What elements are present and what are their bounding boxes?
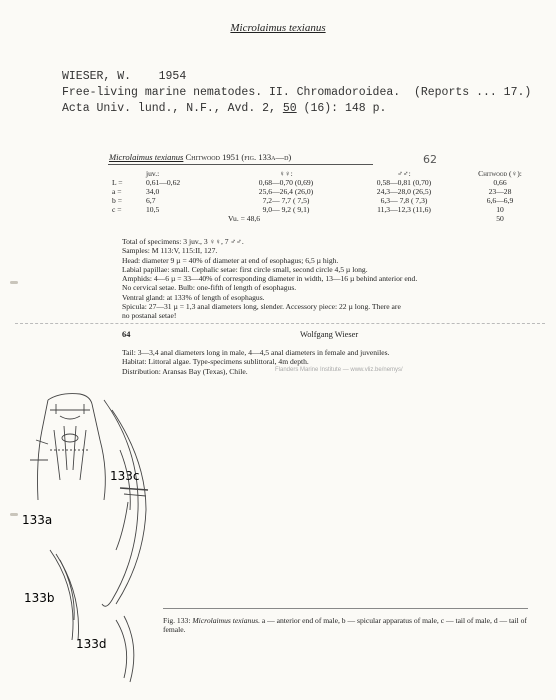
cell-juv: 10,5 (146, 205, 160, 214)
handwritten-number: 62 (423, 153, 437, 166)
page-number: 64 (122, 330, 131, 339)
cell-vulva: Vu. = 48,6 (228, 214, 261, 223)
note-line: No cervical setae. Bulb: one-fifth of length of esophagus. (122, 283, 297, 293)
table-row (110, 196, 542, 205)
nematode-figure-illustration (20, 390, 240, 690)
row-label: c = (112, 205, 122, 214)
description-notes (122, 237, 522, 321)
measurements-table (110, 169, 542, 223)
cell-juv (144, 214, 222, 223)
punch-hole (10, 281, 18, 284)
species-name: Microlaimus texianus (109, 152, 184, 162)
cut-line (15, 323, 545, 324)
excerpt-header (109, 152, 291, 162)
column-males: ♂♂: (397, 169, 411, 178)
cell-males: 0,58—0,81 (0,70) (376, 178, 432, 187)
table-row (110, 214, 542, 223)
column-chitwood: Chitwood (♀): (478, 169, 522, 178)
reference-author: WIESER, W. (62, 70, 132, 83)
cell-juv: 6,7 (146, 196, 156, 205)
caption-species: Microlaimus texianus. (192, 616, 260, 625)
fig-label-a: 133a (22, 513, 53, 527)
fig-label-c: 133c (110, 469, 140, 483)
table-row (110, 205, 542, 214)
cell-males: 24,3—28,0 (26,5) (376, 187, 432, 196)
watermark: Flanders Marine Institute — www.vliz.be/nemys/ (275, 367, 403, 373)
column-females: ♀♀: (279, 169, 293, 178)
row-label: b = (112, 196, 122, 205)
cell-chitwood: 23—28 (488, 187, 512, 196)
column-juv: juv.: (146, 169, 160, 178)
reference-line-2: Free-living marine nematodes. II. Chromadoroidea. (Reports ... 17.) (62, 86, 532, 99)
running-head: Wolfgang Wieser (300, 330, 359, 339)
note-line: Ventral gland: at 133% of length of esophagus. (122, 292, 265, 302)
note-line: Total of specimens: 3 juv., 3 ♀♀, 7 ♂♂. (122, 237, 244, 246)
cell-chitwood: 10 (496, 205, 504, 214)
note-line: Spicula: 27—31 µ = 1,3 anal diameters long, slender. Accessory piece: 22 µ long. There are (122, 302, 401, 312)
caption-rule (163, 608, 528, 609)
cell-females: 0,68—0,70 (0,69) (258, 178, 314, 187)
card-title: Microlaimus texianus (230, 22, 326, 34)
species-authority: Chitwood 1951 (fig. 133a—d) (185, 152, 292, 162)
reference-line-3 (62, 102, 386, 115)
cell-males: 11,3—12,3 (11,6) (377, 205, 431, 214)
cell-chitwood: 50 (496, 214, 504, 223)
note-line: Head: diameter 9 µ = 40% of diameter at end of esophagus; 6,5 µ high. (122, 255, 339, 265)
note-line: no postanal setae! (122, 311, 177, 321)
table-row (110, 187, 542, 196)
fig-label-b: 133b (24, 591, 55, 605)
row-label (110, 214, 144, 223)
note-line: Samples: M 113:V, 115:II, 127. (122, 246, 218, 256)
table-row (110, 178, 542, 187)
caption-text: a — anterior end of male, b — spicular apparatus of male, c — tail of male, d — tail of female. (163, 616, 527, 635)
cell-females: 25,6—26,4 (26,0) (258, 187, 314, 196)
cell-juv: 34,0 (146, 187, 160, 196)
cell-chitwood: 0,66 (493, 178, 507, 187)
cell-females: 7,2— 7,7 ( 7,5) (262, 196, 310, 205)
row-label: a = (112, 187, 122, 196)
cell-males (350, 214, 458, 223)
punch-hole (10, 513, 18, 516)
cell-females: 9,0— 9,2 ( 9,1) (262, 205, 310, 214)
figure-caption (163, 616, 533, 635)
header-rule (108, 164, 373, 165)
cell-males: 6,3— 7,8 ( 7,3) (380, 196, 428, 205)
cell-chitwood: 6,6—6,9 (486, 196, 514, 205)
cell-juv: 0,61—0,62 (146, 178, 181, 187)
note-line: Labial papillae: small. Cephalic setae: first circle small, second circle 4,5 µ long. (122, 264, 368, 274)
reference-volume: 50 (282, 102, 297, 115)
fig-label-d: 133d (76, 637, 107, 651)
reference-line-1 (62, 70, 186, 83)
note-line: Tail: 3—3,4 anal diameters long in male, 4—4,5 anal diameters in female and juveniles. (122, 348, 390, 357)
reference-journal: Acta Univ. lund., N.F., Avd. 2, (62, 102, 283, 115)
caption-number: Fig. 133: (163, 616, 191, 625)
table-header-row (110, 169, 542, 178)
reference-pages: (16): 148 p. (296, 102, 387, 115)
note-line: Distribution: Aransas Bay (Texas), Chile. (122, 366, 248, 376)
note-line: Amphids: 4—6 µ = 33—40% of corresponding diameter in width, 13—16 µ behind anterior end. (122, 274, 418, 284)
row-label: L = (112, 178, 123, 187)
reference-year: 1954 (158, 70, 187, 83)
note-line: Habitat: Littoral algae. Type-specimens sublittoral, 4m depth. (122, 357, 309, 367)
